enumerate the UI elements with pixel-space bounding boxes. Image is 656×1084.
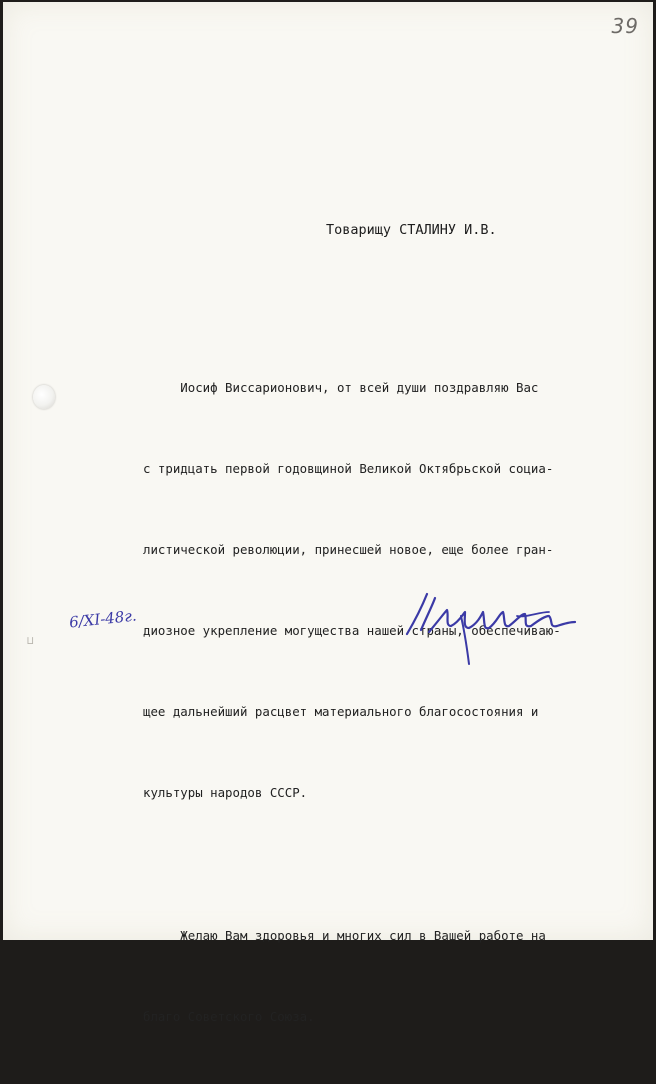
letter-line: листической революции, принесшей новое, еще более гран- [143,542,554,557]
punch-hole [33,385,55,409]
page-number: 39 [611,14,639,38]
letter-line: культуры народов СССР. [143,785,308,800]
letter-line: с тридцать первой годовщиной Великой Октябрьской социа- [143,461,554,476]
handwritten-date: 6/XI-48г. [68,606,138,632]
handwritten-signature [399,582,589,672]
stamp-mark: ⊔ [27,634,34,647]
letter-line: диозное укрепление могущества нашей страны, обеспечиваю- [143,623,561,638]
addressee-line: Товарищу СТАЛИНУ И.В. [326,222,497,238]
document-page [3,2,653,1024]
letter-line: Иосиф Виссарионович, от всей души поздравляю Вас [143,380,539,395]
letter-line: щее дальнейший расцвет материального благосостояния и [143,704,539,719]
letter-line: Желаю Вам здоровья и многих сил в Вашей работе на [143,928,546,943]
letter-line: благо Советского Союза. [143,1009,315,1024]
letter-body [143,320,603,1084]
